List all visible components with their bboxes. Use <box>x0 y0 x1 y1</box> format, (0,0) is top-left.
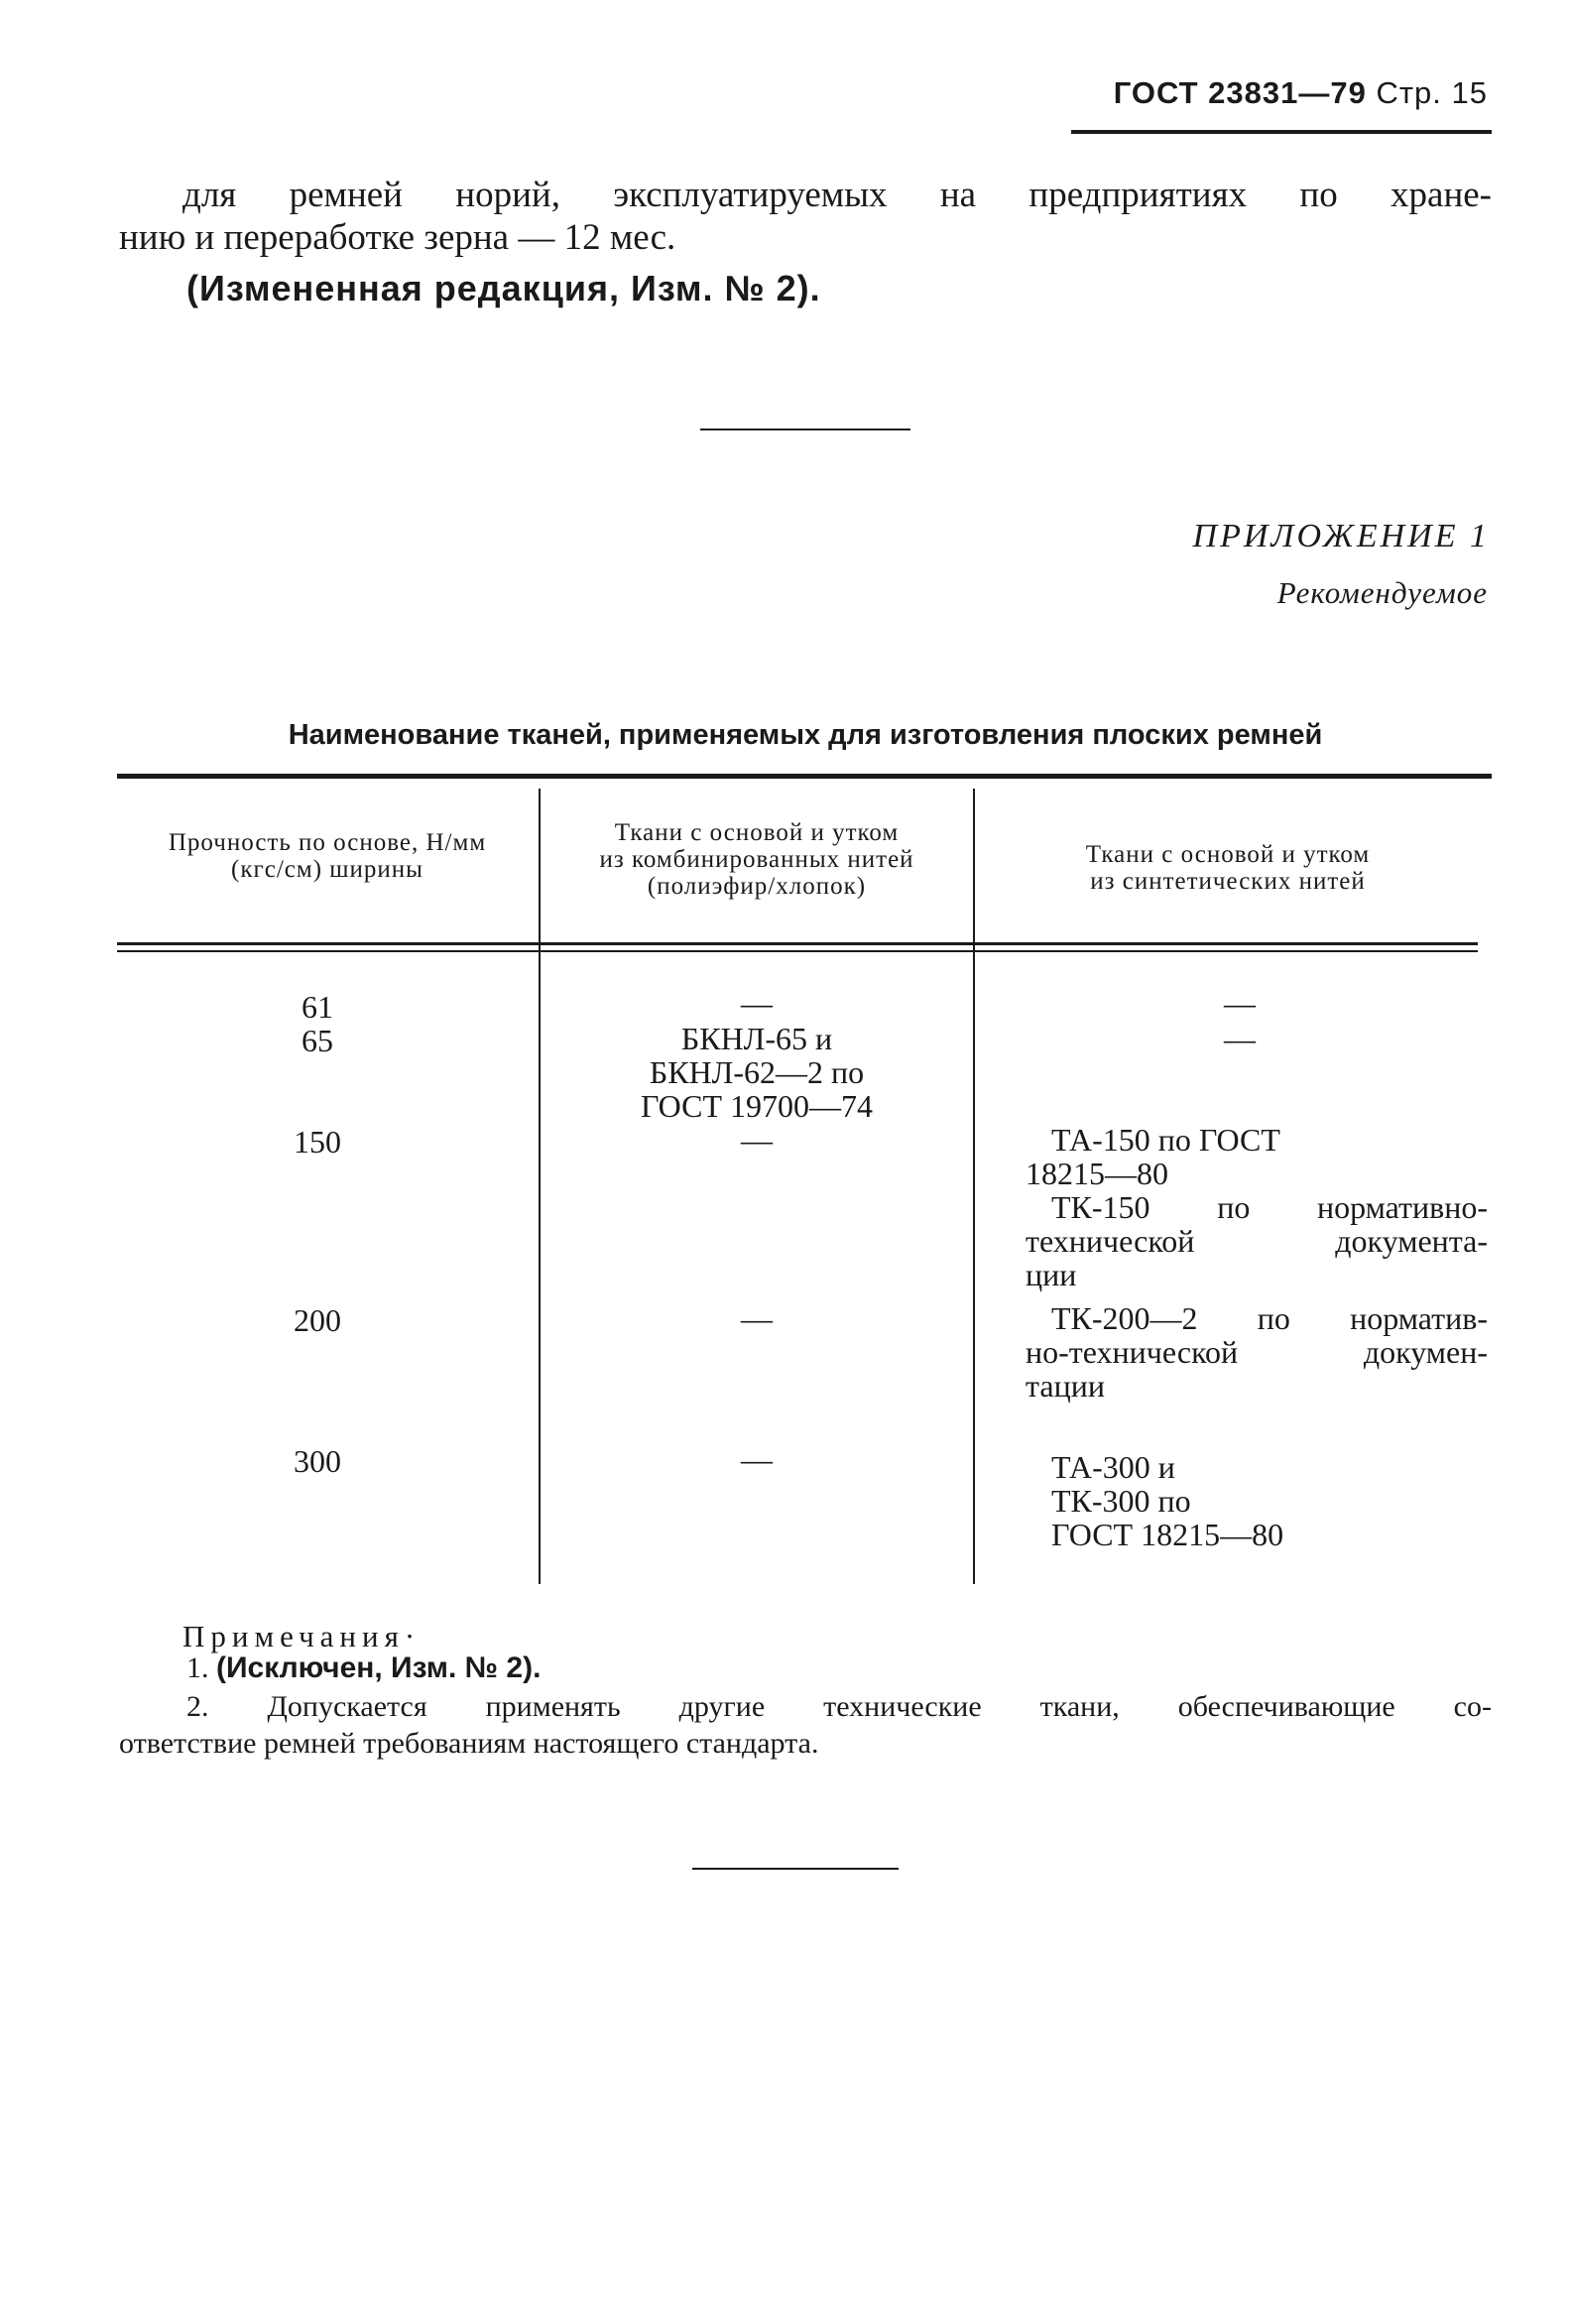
page-number: Стр. 15 <box>1376 75 1488 110</box>
column-header-combined: Ткани с основой и утком из комбинированных нитей (полиэфир/хлопок) <box>599 819 914 900</box>
cell-synthetic: ТА-150 по ГОСТ 18215—80 ТК-150 по нормативно- технической документа- ции <box>1026 1122 1488 1292</box>
table-title: Наименование тканей, применяемых для изготовления плоских ремней <box>288 719 1323 751</box>
cell-synthetic: ТА-300 и ТК-300 по ГОСТ 18215—80 <box>1051 1449 1284 1552</box>
amendment-note: (Измененная редакция, Изм. № 2). <box>186 268 821 308</box>
cell-strength: 61 <box>302 989 333 1025</box>
table-column-divider <box>539 789 541 1584</box>
cell-combined: — <box>741 1300 773 1336</box>
cell-combined: — <box>741 1122 773 1158</box>
appendix-title: ПРИЛОЖЕНИЕ 1 <box>1192 518 1490 554</box>
note-2-line-1: 2. Допускается применять другие технические ткани, обеспечивающие со- <box>186 1690 1492 1723</box>
cell-synthetic: ТК-200—2 по норматив- но-технической докумен- тации <box>1026 1300 1488 1404</box>
appendix-subtitle: Рекомендуемое <box>1276 575 1488 610</box>
section-separator <box>700 428 910 430</box>
cell-combined: — <box>741 985 773 1021</box>
table-column-divider <box>973 789 975 1584</box>
section-separator <box>692 1868 899 1870</box>
body-paragraph <box>119 174 1492 259</box>
cell-synthetic: — <box>1224 985 1256 1021</box>
table-header-rule <box>117 942 1478 945</box>
cell-combined: — <box>741 1441 773 1477</box>
note-1-text: (Исключен, Изм. № 2). <box>216 1651 542 1684</box>
cell-strength: 300 <box>294 1443 341 1479</box>
table-header-rule <box>117 950 1478 952</box>
paragraph-line-2: нию и переработке зерна — 12 мес. <box>119 217 676 258</box>
notes-heading: Примечания· <box>182 1619 422 1653</box>
cell-combined: БКНЛ-65 и БКНЛ-62—2 по ГОСТ 19700—74 <box>640 1021 874 1124</box>
standard-number: ГОСТ 23831—79 <box>1113 75 1367 110</box>
column-header-strength: Прочность по основе, Н/мм (кгс/см) ширины <box>168 829 487 883</box>
note-2-line-2: ответствие ремней требованиям настоящего стандарта. <box>119 1727 819 1760</box>
column-header-synthetic: Ткани с основой и утком из синтетических нитей <box>1085 841 1371 895</box>
header-rule <box>1071 130 1492 134</box>
cell-synthetic: — <box>1224 1021 1256 1056</box>
note-2 <box>119 1688 1492 1762</box>
page-header <box>1114 75 1488 111</box>
cell-strength: 65 <box>302 1023 333 1058</box>
note-1 <box>186 1651 541 1685</box>
table-top-rule <box>117 774 1492 779</box>
paragraph-line-1: для ремней норий, эксплуатируемых на предприятиях по хране- <box>182 175 1492 215</box>
cell-strength: 200 <box>294 1302 341 1338</box>
note-1-number: 1. <box>186 1651 209 1684</box>
cell-strength: 150 <box>294 1124 341 1160</box>
